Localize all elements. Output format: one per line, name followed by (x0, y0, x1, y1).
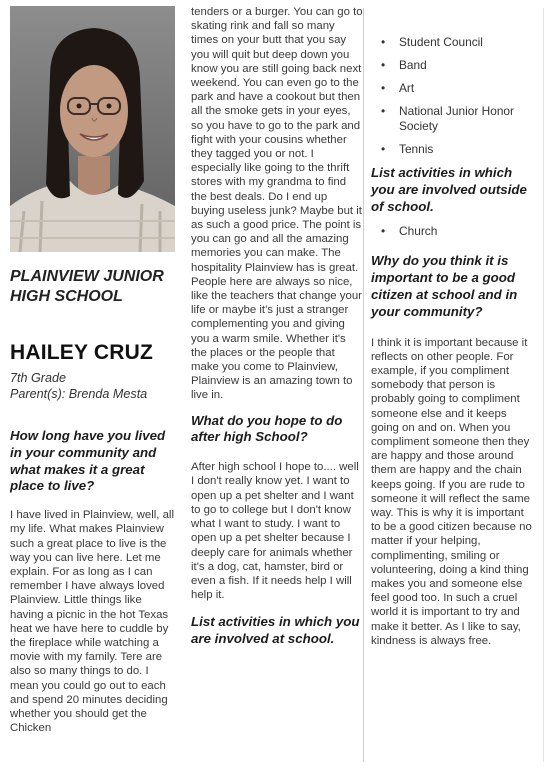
student-name: HAILEY CRUZ (10, 341, 153, 364)
list-item: • Tennis (371, 142, 536, 157)
page-edge-line (543, 8, 544, 762)
list-item: • Band (371, 58, 536, 73)
answer-good-citizen: I think it is important because it reflects on other people. For example, if you compliment somebody that person is probably going to compliment someone else and it keeps going on and on. When you compliment someone then they are happy and those around them are happy and the chain keeps going. If you are rude to someone it will reflect the same way. This is why it is important to be a good citizen because no matter if your helping, complimenting, smiling or volunteering, doing a kind thing makes you and someone else feel good too. In such a cruel world it is important to try and make it better. As I like to say, kindness is always free. (371, 336, 532, 647)
column-2-text (191, 5, 363, 648)
grade-label: 7th Grade (10, 371, 67, 385)
question-outside-activities: List activities in which you are involved outside of school. (371, 165, 527, 214)
parents-label: Parent(s): Brenda Mesta (10, 387, 148, 401)
question-school-activities: List activities in which you are involved at school. (191, 614, 360, 647)
outside-activities-list (371, 224, 536, 239)
list-item: • Student Council (371, 35, 536, 50)
school-name: PLAINVIEW JUNIOR HIGH SCHOOL (10, 268, 164, 305)
column-divider (363, 8, 364, 762)
school-activities-list (371, 35, 536, 157)
student-portrait (10, 6, 175, 252)
list-item: • Art (371, 81, 536, 96)
question-after-high-school: What do you hope to do after high School? (191, 412, 343, 445)
question-good-citizen: Why do you think it is important to be a good citizen at school and in your community? (371, 253, 518, 319)
answer-community-part2: tenders or a burger. You can go to skating rink and fall so many times on your butt that you say you will quit but deep down you know you are still going back next weekend. You can even go to the park and have a cookout but then all the smoke gets in your eyes, so you have to go to the park and fight with your cousins whether they tagged you or not. I especially like going to the thrift stores with my grandma to find the best deals. Do I end up buying useless junk? Maybe but it as such a good price. The point is you can go and all the amazing memories you can make. The hospitality Plainview has is great. People here are always so nice, like the teachers that change your life or maybe it's just a stranger complementing you and giving you a warm smile. Whether it's the places or the people that make you come to Plainview, Plainview is an amazing town to live in. (191, 6, 363, 402)
column-1-text (10, 428, 178, 735)
portrait-image (10, 6, 175, 252)
column-3-text (371, 7, 536, 648)
answer-community-part1: I have lived in Plainview, well, all my life. What makes Plainview such a great place to live is the way you can live here. Let me explain. For as long as I can remember I have always loved Plainview. Little things like having a picnic in the hot Texas heat we have here to cuddle by the fireplace while watching a movie with my family. Tere are also so many things to do. I mean you could go out to each and spend 20 minutes deciding whether you should get the Chicken (10, 509, 174, 735)
list-item: • National Junior Honor Society (371, 104, 536, 134)
list-item: • Church (371, 224, 536, 239)
answer-after-high-school: After high school I hope to.... well I don't really know yet. I want to open up a pet shelter and I want to go to college but I don't know what I want to study. I want to open up a pet shelter because I deeply care for animals whether it's a dog, cat, hamster, bird or even a fish. If it needs help I will help it. (191, 461, 359, 602)
question-community: How long have you lived in your community and what makes it a great place to live? (10, 428, 166, 494)
student-meta (10, 370, 178, 402)
